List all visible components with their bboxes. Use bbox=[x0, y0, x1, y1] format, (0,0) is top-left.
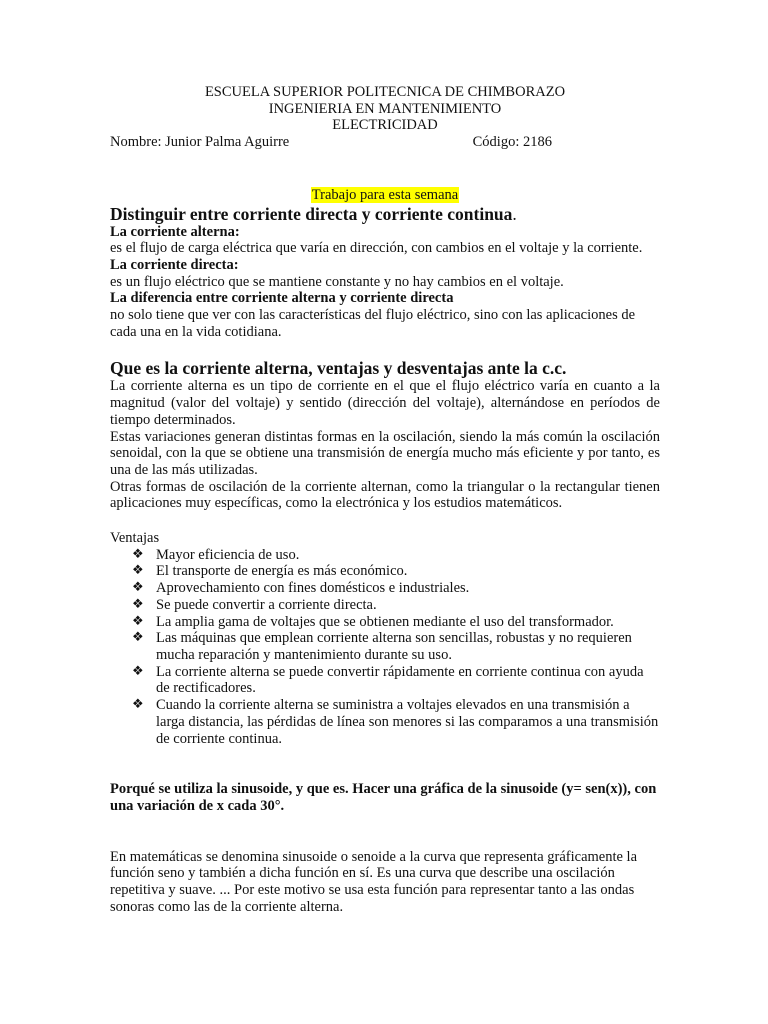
spacer bbox=[110, 512, 660, 530]
list-item-text: Cuando la corriente alterna se suministra a voltajes elevados en una transmisión a larga distancia, las pérdidas de línea son menores si las comparamos a una transmisión de corriente continua. bbox=[156, 697, 659, 747]
list-item-text: Las máquinas que emplean corriente alterna son sencillas, robustas y no requieren mucha reparación y mantenimiento durante su uso. bbox=[156, 630, 632, 663]
list-item bbox=[132, 597, 660, 614]
document-page bbox=[110, 84, 660, 915]
alterna-text: es el flujo de carga eléctrica que varía en dirección, con cambios en el voltaje y la corriente. bbox=[110, 240, 643, 257]
list-item bbox=[132, 563, 660, 580]
section2-paragraph-3: Otras formas de oscilación de la corriente alternan, como la triangular o la rectangular tienen aplicaciones muy específicas, como la electrónica y los estudios matemáticos. bbox=[110, 478, 660, 512]
student-name: Nombre: Junior Palma Aguirre bbox=[110, 134, 290, 151]
alterna-heading: La corriente alterna: bbox=[110, 223, 240, 240]
diamond-bullet-icon: ❖ bbox=[132, 596, 144, 612]
section3-question: Porqué se utiliza la sinusoide, y que es. Hacer una gráfica de la sinusoide (y= sen(x)), con una variación de x cada 30°. bbox=[110, 781, 657, 814]
course-name: ELECTRICIDAD bbox=[332, 117, 438, 134]
section2-paragraph-1: La corriente alterna es un tipo de corriente en el que el flujo eléctrico varía en cuanto a la magnitud (valor del voltaje) y sentido (dirección del voltaje), alternándose en períodos de tiempo determinados. bbox=[110, 378, 660, 428]
section1-title-text: Distinguir entre corriente directa y corriente continua bbox=[110, 203, 513, 224]
directa-heading: La corriente directa: bbox=[110, 256, 239, 273]
section2-title: Que es la corriente alterna, ventajas y desventajas ante la c.c. bbox=[110, 358, 567, 379]
directa-text: es un flujo eléctrico que se mantiene constante y no hay cambios en el voltaje. bbox=[110, 273, 564, 290]
diamond-bullet-icon: ❖ bbox=[132, 563, 144, 579]
section1-title bbox=[110, 204, 660, 224]
student-info-row bbox=[110, 134, 660, 151]
diamond-bullet-icon: ❖ bbox=[132, 546, 144, 562]
list-item-text: Se puede convertir a corriente directa. bbox=[156, 596, 377, 613]
section2-paragraph-2: Estas variaciones generan distintas formas en la oscilación, siendo la más común la oscilación senoidal, con la que se obtiene una transmisión de energía mucho más eficiente y por tanto, es una de las más utilizadas. bbox=[110, 428, 660, 478]
list-item bbox=[132, 614, 660, 631]
list-item-text: Aprovechamiento con fines domésticos e industriales. bbox=[156, 580, 470, 597]
diamond-bullet-icon: ❖ bbox=[132, 613, 144, 629]
spacer bbox=[110, 747, 660, 781]
assignment-label: Trabajo para esta semana bbox=[311, 186, 459, 203]
program-name: INGENIERIA EN MANTENIMIENTO bbox=[268, 100, 502, 117]
diferencia-text: no solo tiene que ver con las características del flujo eléctrico, sino con las aplicaciones de cada una en la vida cotidiana. bbox=[110, 307, 636, 340]
list-item bbox=[132, 580, 660, 597]
list-item-text: Mayor eficiencia de uso. bbox=[156, 546, 300, 563]
list-item-text: La corriente alterna se puede convertir rápidamente en corriente continua con ayuda de rectificadores. bbox=[156, 663, 644, 697]
section3-answer: En matemáticas se denomina sinusoide o senoide a la curva que representa gráficamente la función seno y también a dicha función en sí. Es una curva que describe una oscilación repetitiva y suave. ... Por este motivo se usa esta función para representar tanto a las ondas sonoras como las de la corriente alterna. bbox=[110, 848, 638, 915]
list-item bbox=[132, 547, 660, 564]
diferencia-heading: La diferencia entre corriente alterna y corriente directa bbox=[110, 290, 454, 307]
student-code: Código: 2186 bbox=[472, 134, 552, 151]
list-item bbox=[132, 630, 660, 663]
list-item bbox=[132, 664, 660, 697]
section1-title-suffix: . bbox=[512, 203, 517, 224]
institution-name: ESCUELA SUPERIOR POLITECNICA DE CHIMBORAZO bbox=[204, 84, 566, 100]
diamond-bullet-icon: ❖ bbox=[132, 580, 144, 596]
ventajas-list bbox=[110, 547, 660, 747]
diamond-bullet-icon: ❖ bbox=[132, 663, 144, 679]
ventajas-label: Ventajas bbox=[110, 530, 160, 547]
diamond-bullet-icon: ❖ bbox=[132, 697, 144, 713]
list-item bbox=[132, 697, 660, 747]
spacer bbox=[110, 815, 660, 849]
diamond-bullet-icon: ❖ bbox=[132, 630, 144, 646]
list-item-text: El transporte de energía es más económico. bbox=[156, 563, 408, 580]
list-item-text: La amplia gama de voltajes que se obtienen mediante el uso del transformador. bbox=[156, 613, 614, 630]
spacer bbox=[110, 340, 660, 358]
assignment-label-row bbox=[110, 187, 660, 204]
